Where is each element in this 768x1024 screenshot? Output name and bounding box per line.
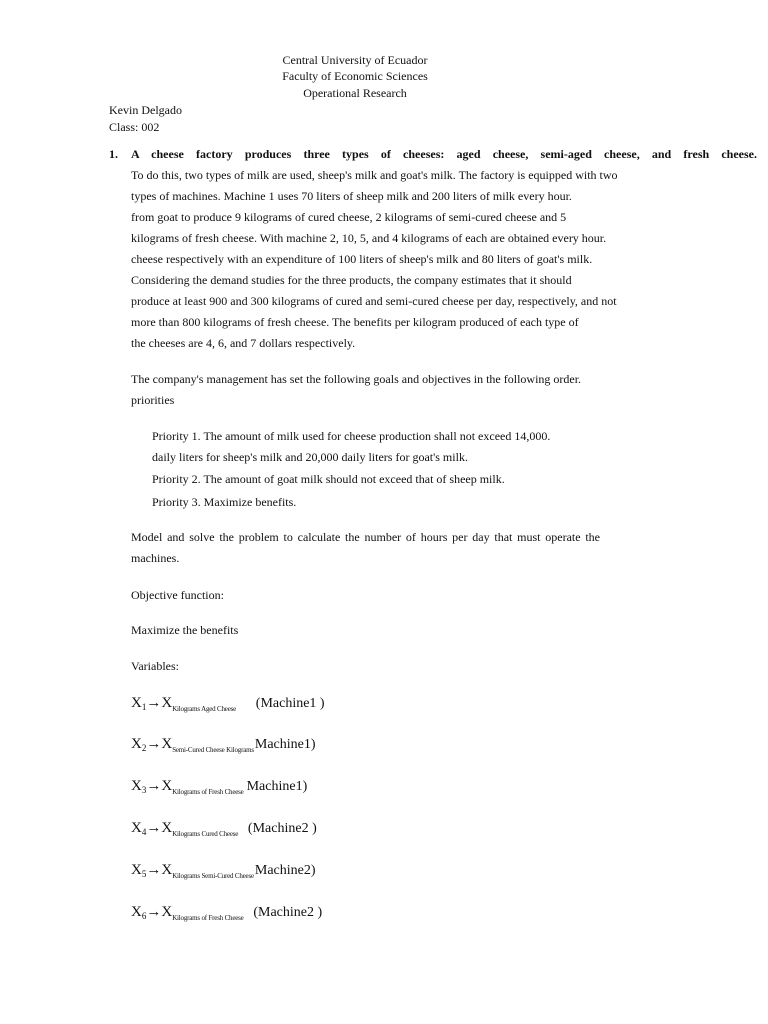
class-number: Class: 002 — [109, 120, 160, 134]
goals-intro-line: The company's management has set the following goals and objectives in the following order. — [131, 372, 582, 386]
faculty-name: Faculty of Economic Sciences — [282, 69, 428, 83]
variable-arrow: →X — [146, 695, 173, 711]
problem-line: cheese respectively with an expenditure of 100 liters of sheep's milk and 80 liters of goat's milk. — [131, 252, 593, 266]
variable-row — [131, 819, 317, 843]
variable-row — [131, 777, 307, 801]
problem-line: kilograms of fresh cheese. With machine 2, 10, 5, and 4 kilograms of each are obtained every hour. — [131, 231, 607, 245]
university-name: Central University of Ecuador — [282, 53, 428, 67]
variable-machine: Machine1) — [254, 737, 316, 752]
problem-first-line: A cheese factory produces three types of cheeses: aged cheese, semi-aged cheese, and fresh cheese. — [131, 147, 757, 161]
goals-intro-line: priorities — [131, 393, 175, 407]
variable-description: Kilograms of Fresh Cheese — [172, 788, 244, 796]
variable-machine: Machine2) — [254, 863, 316, 878]
priority-3-line1: Priority 3. Maximize benefits. — [152, 495, 297, 509]
variable-machine: (Machine2 ) — [253, 905, 323, 920]
variable-description: Semi-Cured Cheese Kilograms — [172, 746, 254, 754]
problem-line: types of machines. Machine 1 uses 70 liters of sheep milk and 200 liters of milk every hour. — [131, 189, 572, 203]
problem-number: 1. — [109, 147, 118, 161]
variable-index: 2 — [141, 743, 147, 753]
variable-index: 1 — [141, 702, 147, 712]
variable-symbol: X — [131, 695, 142, 711]
variable-arrow: →X — [146, 862, 173, 878]
problem-line: from goat to produce 9 kilograms of cured cheese, 2 kilograms of semi-cured cheese and 5 — [131, 210, 567, 224]
variable-symbol: X — [131, 736, 142, 752]
variable-arrow: →X — [146, 778, 173, 794]
variable-row — [131, 694, 325, 718]
course-name: Operational Research — [303, 86, 407, 100]
variable-description: Kilograms Cured Cheese — [172, 830, 239, 838]
variable-row — [131, 861, 316, 885]
variable-description: Kilograms Aged Cheese — [172, 705, 237, 713]
variable-arrow: →X — [146, 820, 173, 836]
model-line: machines. — [131, 551, 180, 565]
variable-index: 6 — [141, 911, 147, 921]
problem-line: Considering the demand studies for the three products, the company estimates that it should — [131, 273, 572, 287]
variable-index: 5 — [141, 869, 147, 879]
problem-paragraph — [131, 165, 618, 354]
problem-line: the cheeses are 4, 6, and 7 dollars respectively. — [131, 336, 356, 350]
variable-symbol: X — [131, 820, 142, 836]
variable-symbol: X — [131, 778, 142, 794]
variable-arrow: →X — [146, 736, 173, 752]
variable-index: 4 — [141, 827, 147, 837]
variable-index: 3 — [141, 785, 147, 795]
variable-description: Kilograms Semi-Cured Cheese — [172, 872, 254, 880]
priority-2-line1: Priority 2. The amount of goat milk should not exceed that of sheep milk. — [152, 472, 505, 486]
variable-symbol: X — [131, 904, 142, 920]
problem-line: more than 800 kilograms of fresh cheese. The benefits per kilogram produced of each type of — [131, 315, 579, 329]
author-name: Kevin Delgado — [109, 103, 182, 117]
model-line: Model and solve the problem to calculate the number of hours per day that must operate the — [131, 530, 600, 544]
variables-label: Variables: — [131, 659, 179, 673]
variable-row — [131, 735, 316, 759]
priority-1-line1: Priority 1. The amount of milk used for cheese production shall not exceed 14,000. — [152, 429, 551, 443]
objective-value: Maximize the benefits — [131, 623, 239, 637]
priority-1-line2: daily liters for sheep's milk and 20,000 daily liters for goat's milk. — [152, 450, 468, 464]
variable-row — [131, 903, 322, 927]
variable-description: Kilograms of Fresh Cheese — [172, 914, 244, 922]
objective-label: Objective function: — [131, 588, 224, 602]
variable-machine: (Machine2 ) — [247, 821, 317, 836]
variable-machine: Machine1) — [246, 779, 308, 794]
model-paragraph — [131, 527, 600, 569]
variable-arrow: →X — [146, 904, 173, 920]
problem-line: To do this, two types of milk are used, sheep's milk and goat's milk. The factory is equipped with two — [131, 168, 618, 182]
variable-machine: (Machine1 ) — [255, 696, 325, 711]
goals-intro — [131, 369, 611, 411]
problem-line: produce at least 900 and 300 kilograms of cured and semi-cured cheese per day, respectively, and not — [131, 294, 617, 308]
variable-symbol: X — [131, 862, 142, 878]
